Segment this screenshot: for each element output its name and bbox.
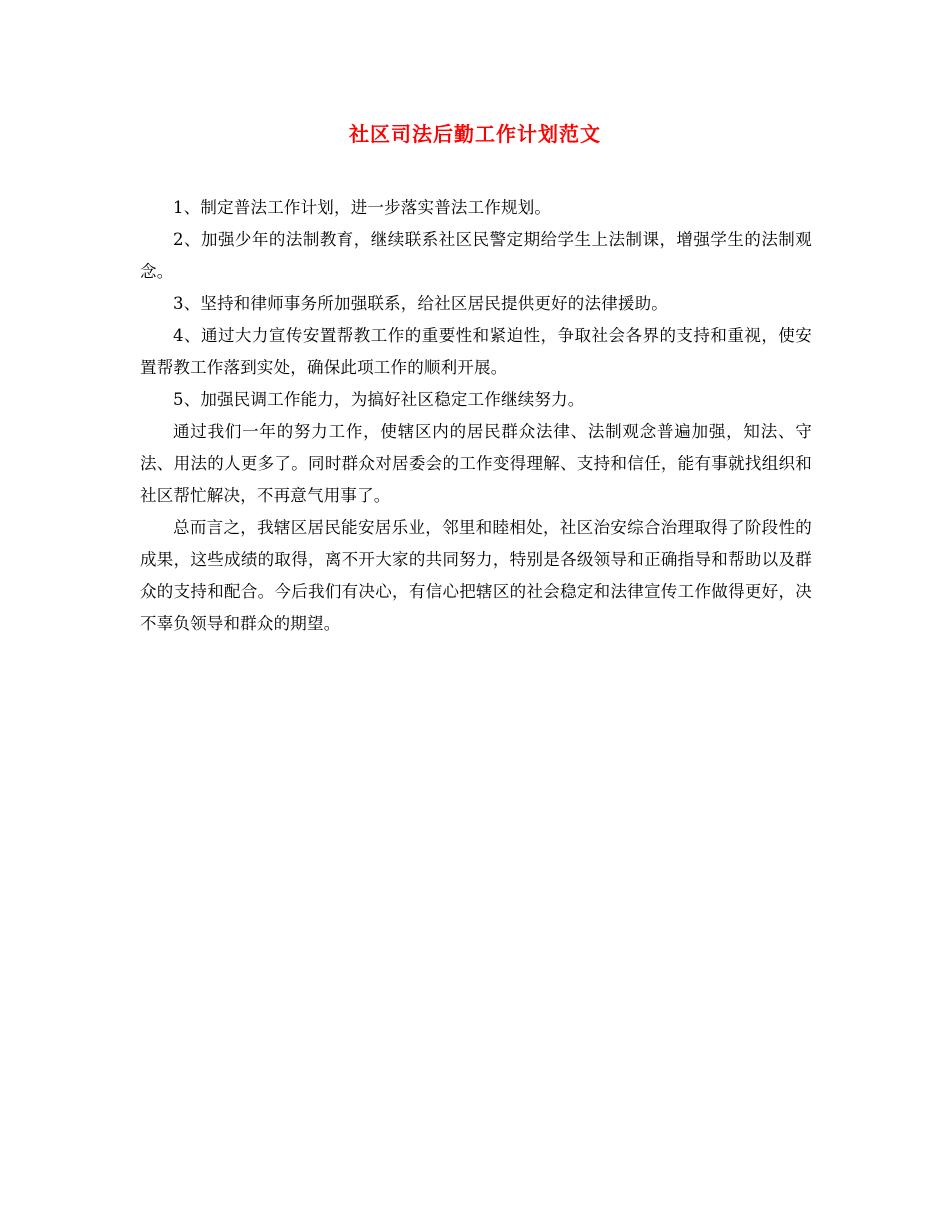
paragraph-item-4: 4、通过大力宣传安置帮教工作的重要性和紧迫性，争取社会各界的支持和重视，使安置帮教工作落到实处，确保此项工作的顺利开展。 xyxy=(140,326,812,377)
document-body xyxy=(140,192,812,640)
paragraph-conclusion: 总而言之，我辖区居民能安居乐业，邻里和睦相处，社区治安综合治理取得了阶段性的成果，这些成绩的取得，离不开大家的共同努力，特别是各级领导和正确指导和帮助以及群众的支持和配合。今后我们有决心，有信心把辖区的社会稳定和法律宣传工作做得更好，决不辜负领导和群众的期望。 xyxy=(140,518,812,633)
paragraph-summary: 通过我们一年的努力工作，使辖区内的居民群众法律、法制观念普遍加强，知法、守法、用法的人更多了。同时群众对居委会的工作变得理解、支持和信任，能有事就找组织和社区帮忙解决，不再意气用事了。 xyxy=(140,422,812,505)
paragraph-item-5: 5、加强民调工作能力，为搞好社区稳定工作继续努力。 xyxy=(173,390,585,409)
paragraph-item-2: 2、加强少年的法制教育，继续联系社区民警定期给学生上法制课，增强学生的法制观念。 xyxy=(140,230,812,281)
document-title: 社区司法后勤工作计划范文 xyxy=(349,122,601,146)
paragraph-item-1: 1、制定普法工作计划，进一步落实普法工作规划。 xyxy=(173,198,552,217)
paragraph-item-3: 3、坚持和律师事务所加强联系，给社区居民提供更好的法律援助。 xyxy=(173,294,668,313)
